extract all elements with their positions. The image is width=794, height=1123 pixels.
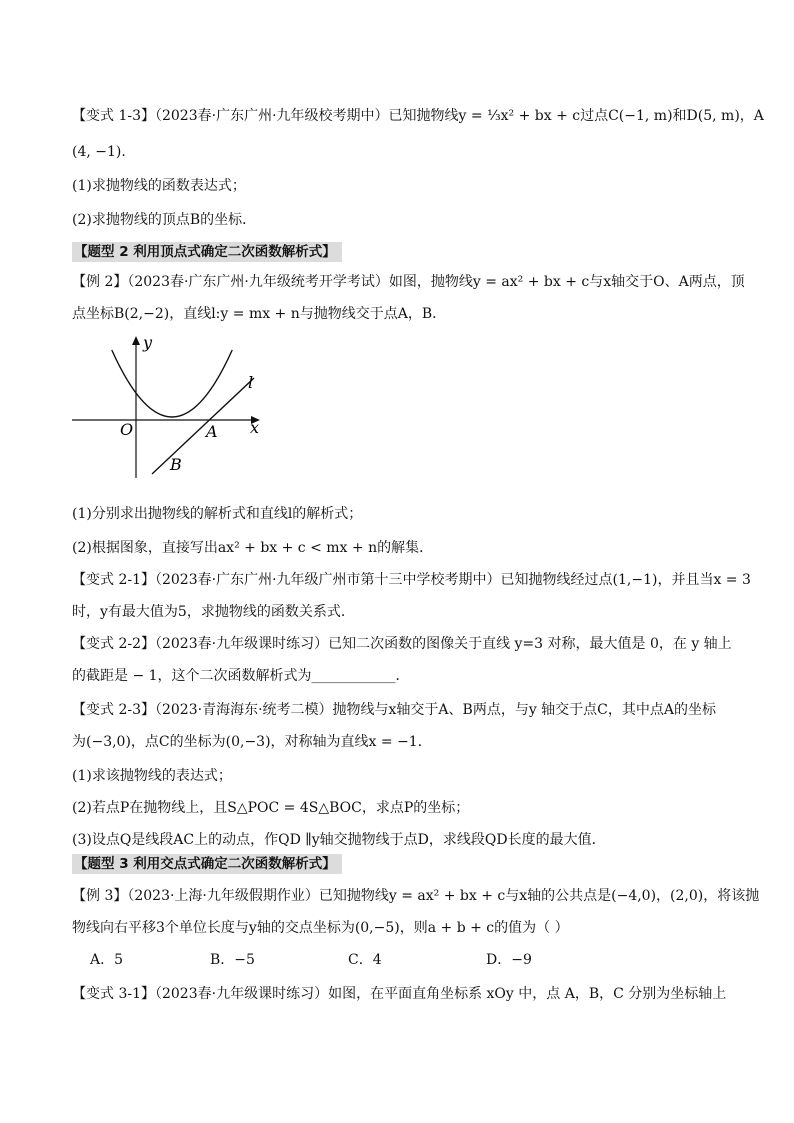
section-heading-type-2: 【题型 2 利用顶点式确定二次函数解析式】 bbox=[72, 242, 342, 262]
choice-d: D．−9 bbox=[486, 952, 532, 968]
label-point-b: B bbox=[170, 455, 182, 474]
example-2-line-1: 【例 2】（2023春·广东广州·九年级统考开学考试）如图，抛物线y = ax² + bx + c与x轴交于O、A两点，顶 bbox=[72, 274, 745, 290]
variant-1-3-line-1: 【变式 1-3】（2023春·广东广州·九年级校考期中）已知抛物线y = ⅓x² + bx + c过点C(−1, m)和D(5, m)，A bbox=[72, 108, 764, 124]
variant-2-3-question-2: (2)若点P在抛物线上，且S△POC = 4S△BOC，求点P的坐标； bbox=[72, 800, 470, 816]
example-2-question-2: (2)根据图象，直接写出ax² + bx + c < mx + n的解集． bbox=[72, 540, 434, 556]
line-l bbox=[152, 378, 254, 474]
example-2-question-1: (1)分别求出抛物线的解析式和直线l的解析式； bbox=[72, 506, 363, 522]
variant-2-2-line-2: 的截距是 − 1，这个二次函数解析式为____________． bbox=[72, 668, 410, 684]
variant-2-3-question-3: (3)设点Q是线段AC上的动点，作QD ∥y轴交抛物线于点D，求线段QD长度的最大值． bbox=[72, 832, 606, 848]
question-1: (1)求抛物线的函数表达式； bbox=[72, 178, 246, 194]
label-line-l: l bbox=[248, 373, 254, 392]
choice-c: C．4 bbox=[348, 952, 382, 968]
section-heading-type-3: 【题型 3 利用交点式确定二次函数解析式】 bbox=[72, 854, 342, 874]
variant-2-1-line-1: 【变式 2-1】（2023春·广东广州·九年级广州市第十三中学校考期中）已知抛物线经过点(1,−1)，并且当x = 3 bbox=[72, 572, 751, 588]
parabola-line-graph bbox=[66, 330, 266, 480]
variant-1-3-line-2: (4, −1)． bbox=[72, 144, 136, 160]
label-y: y bbox=[143, 333, 153, 352]
example-3-line-2: 物线向右平移3个单位长度与y轴的交点坐标为(0,−5)，则a + b + c的值为（ ） bbox=[72, 920, 569, 936]
label-point-a: A bbox=[206, 422, 218, 441]
variant-2-3-line-2: 为(−3,0)，点C的坐标为(0,−3)，对称轴为直线x = −1． bbox=[72, 734, 432, 750]
label-x: x bbox=[250, 418, 260, 437]
example-2-line-2: 点坐标B(2,−2)，直线l:y = mx + n与抛物线交于点A，B． bbox=[72, 306, 447, 322]
question-2: (2)求抛物线的顶点B的坐标． bbox=[72, 212, 257, 228]
y-axis-arrow-icon bbox=[132, 336, 140, 345]
variant-2-2-line-1: 【变式 2-2】（2023春·九年级课时练习）已知二次函数的图像关于直线 y=3 对称，最大值是 0，在 y 轴上 bbox=[72, 636, 732, 652]
variant-2-1-line-2: 时，y有最大值为5，求抛物线的函数关系式． bbox=[72, 604, 355, 620]
variant-2-3-line-1: 【变式 2-3】（2023·青海海东·统考二模）抛物线与x轴交于A、B两点，与y 轴交于点C，其中点A的坐标 bbox=[72, 702, 716, 718]
label-origin: O bbox=[120, 420, 134, 439]
choice-b: B．−5 bbox=[210, 952, 255, 968]
parabola-curve bbox=[112, 350, 232, 417]
choice-a: A．5 bbox=[90, 952, 124, 968]
variant-3-1-line-1: 【变式 3-1】（2023春·九年级课时练习）如图，在平面直角坐标系 xOy 中，点 A，B，C 分别为坐标轴上 bbox=[72, 986, 727, 1002]
example-3-line-1: 【例 3】（2023·上海·九年级假期作业）已知抛物线y = ax² + bx + c与x轴的公共点是(−4,0)，(2,0)，将该抛 bbox=[72, 888, 760, 904]
variant-2-3-question-1: (1)求该抛物线的表达式； bbox=[72, 768, 232, 784]
